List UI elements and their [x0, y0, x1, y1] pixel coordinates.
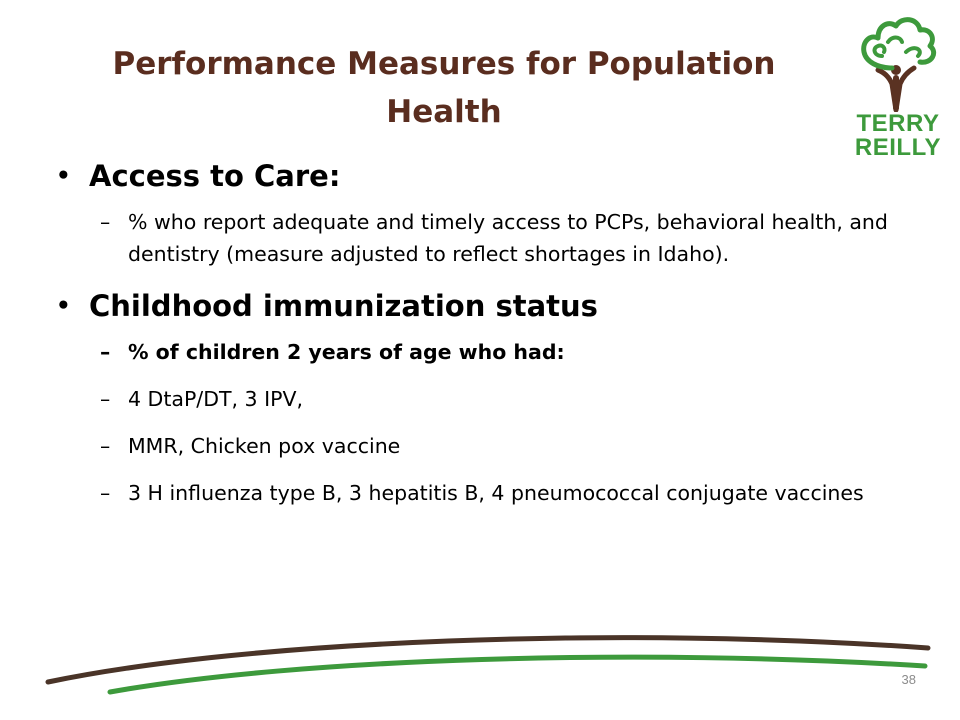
terry-reilly-logo [848, 12, 944, 172]
sub-bullet-item [56, 336, 896, 368]
footer-swoosh [0, 620, 960, 720]
sub-bullet-text: MMR, Chicken pox vaccine [128, 434, 401, 458]
slide-body [56, 156, 896, 509]
logo-text-line-2: REILLY [854, 134, 942, 161]
sub-bullet-text: 3 H influenza type B, 3 hepatitis B, 4 pneumococcal conjugate vaccines [128, 481, 864, 505]
section-childhood-immunization [56, 286, 896, 509]
dash-icon: – [100, 434, 111, 458]
bullet-icon: • [56, 163, 71, 189]
sub-bullet-item [56, 430, 896, 462]
bullet-item [56, 156, 896, 196]
sub-bullet-text: 4 DtaP/DT, 3 IPV, [128, 387, 304, 411]
dash-icon: – [100, 340, 111, 364]
section-access-to-care [56, 156, 896, 270]
swoosh-green-line [110, 657, 925, 692]
dash-icon: – [100, 387, 111, 411]
dash-icon: – [100, 210, 111, 234]
tree-person-icon [848, 12, 944, 112]
slide-title: Performance Measures for Population Health [112, 46, 776, 130]
page-number: 38 [901, 672, 916, 687]
sub-bullet-item [56, 477, 896, 509]
sub-bullet-item [56, 383, 896, 415]
sub-bullet-text: % of children 2 years of age who had: [128, 340, 565, 364]
logo-text-line-1: TERRY [856, 110, 940, 137]
bullet-icon: • [56, 293, 71, 319]
bullet-heading: Childhood immunization status [89, 289, 598, 323]
sub-bullet-item [56, 206, 896, 270]
bullet-item [56, 286, 896, 326]
bullet-heading: Access to Care: [89, 159, 341, 193]
dash-icon: – [100, 481, 111, 505]
sub-bullet-text: % who report adequate and timely access to PCPs, behavioral health, and dentistry (measure adjusted to reflect shortages in Idaho). [128, 210, 888, 266]
